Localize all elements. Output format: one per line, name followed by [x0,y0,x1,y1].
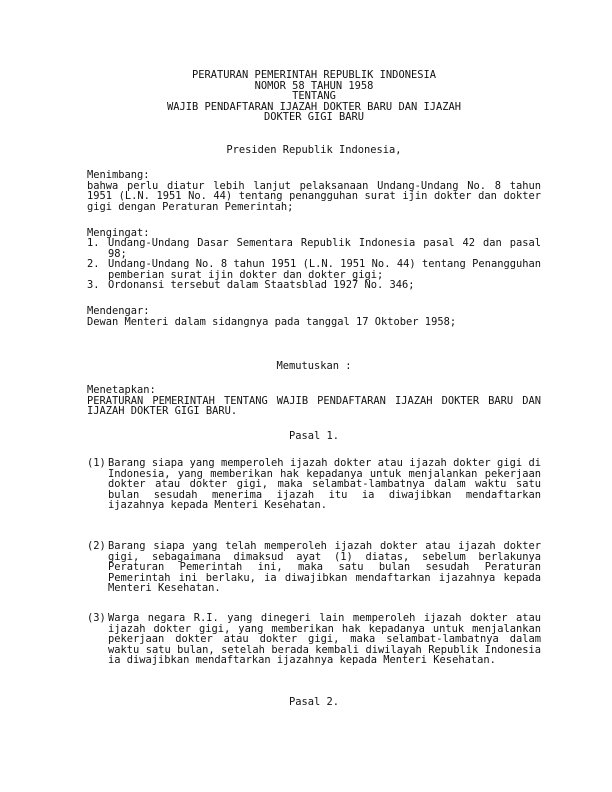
list-item [87,280,541,291]
menetapkan-label: Menetapkan: [87,384,156,396]
menetapkan-text: PERATURAN PEMERINTAH TENTANG WAJIB PENDAFTARAN IJAZAH DOKTER BARU DAN IJAZAH DOKTER GIGI BARU. [87,394,541,418]
mendengar-section [87,306,541,327]
header-line-5: DOKTER GIGI BARU [263,111,365,124]
list-item [87,259,541,280]
pasal-1-item-2 [87,541,541,594]
header-line-1: PERATURAN PEMERINTAH REPUBLIK INDONESIA [192,69,436,81]
item-number: (3) [87,612,106,624]
list-item-text: Undang-Undang No. 8 tahun 1951 (L.N. 1951 No. 44) tentang Penangguhan pemberian surat ijin dokter dan dokter gigi; [108,258,541,281]
list-item-text: Undang-Undang Dasar Sementara Republik Indonesia pasal 42 dan pasal 98; [108,237,541,260]
pasal-1-item-3 [87,613,541,666]
item-text: Barang siapa yang memperoleh ijazah dokter atau ijazah dokter gigi di Indonesia, yang memberikan hak kepadanya untuk menjalankan pekerjaan dokter atau dokter gigi, maka selambat-lambatnya dalam waktu satu bulan sesudah menerima ijazah itu ia diwajibkan mendaftarkan ijazahnya kepada Menteri Kesehatan. [108,457,541,512]
item-number: (2) [87,540,106,552]
menetapkan-section [87,385,541,417]
item-text: Barang siapa yang telah memperoleh ijazah dokter atau ijazah dokter gigi, sebagaimana dimaksud ayat (1) diatas, sebelum berlakunya Peraturan Pemerintah ini, maka satu bulan sesudah Peraturan Pemerintah ini berlaku, ia diwajibkan mendaftarkan ijazahnya kepada Menteri Kesehatan. [108,540,541,595]
pasal-2-title: Pasal 2. [288,696,340,708]
mengingat-list [87,238,541,291]
menimbang-section [87,170,541,212]
list-item-number: 2. [87,258,100,271]
menimbang-label: Menimbang: [87,169,150,181]
list-item-text: Ordonansi tersebut dalam Staatsblad 1927 No. 346; [108,279,415,292]
menimbang-text: bahwa perlu diatur lebih lanjut pelaksanaan Undang-Undang No. 8 tahun 1951 (L.N. 1951 No. 44) tentang penangguhan surat ijin dokter dan dokter gigi dengan Peraturan Pemerintah; [87,179,541,213]
pasal-1-item-1 [87,458,541,511]
document-header [87,70,541,123]
mendengar-label: Mendengar: [87,305,150,317]
mendengar-text: Dewan Menteri dalam sidangnya pada tanggal 17 Oktober 1958; [87,315,457,328]
list-item-number: 1. [87,237,100,249]
header-line-3: TENTANG [292,90,336,103]
list-item [87,238,541,259]
pasal-1-title: Pasal 1. [288,430,340,442]
mengingat-label: Mengingat: [87,227,150,239]
header-line-2: NOMOR 58 TAHUN 1958 [254,79,374,92]
item-text: Warga negara R.I. yang dinegeri lain memperoleh ijazah dokter atau ijazah dokter gigi, yang memberikan hak kepadanya untuk menjalankan pekerjaan dokter atau dokter gigi, maka selambat-lambatnya dalam waktu satu bulan, setelah berada kembali diwilayah Republik Indonesia ia diwajibkan mendaftarkan ijazahnya kepada Menteri Kesehatan. [108,612,541,667]
list-item-number: 3. [87,279,100,292]
item-number: (1) [87,457,106,469]
header-line-4: WAJIB PENDAFTARAN IJAZAH DOKTER BARU DAN IJAZAH [166,100,462,113]
president-line: Presiden Republik Indonesia, [226,144,402,156]
memutuskan-heading: Memutuskan : [276,360,352,372]
